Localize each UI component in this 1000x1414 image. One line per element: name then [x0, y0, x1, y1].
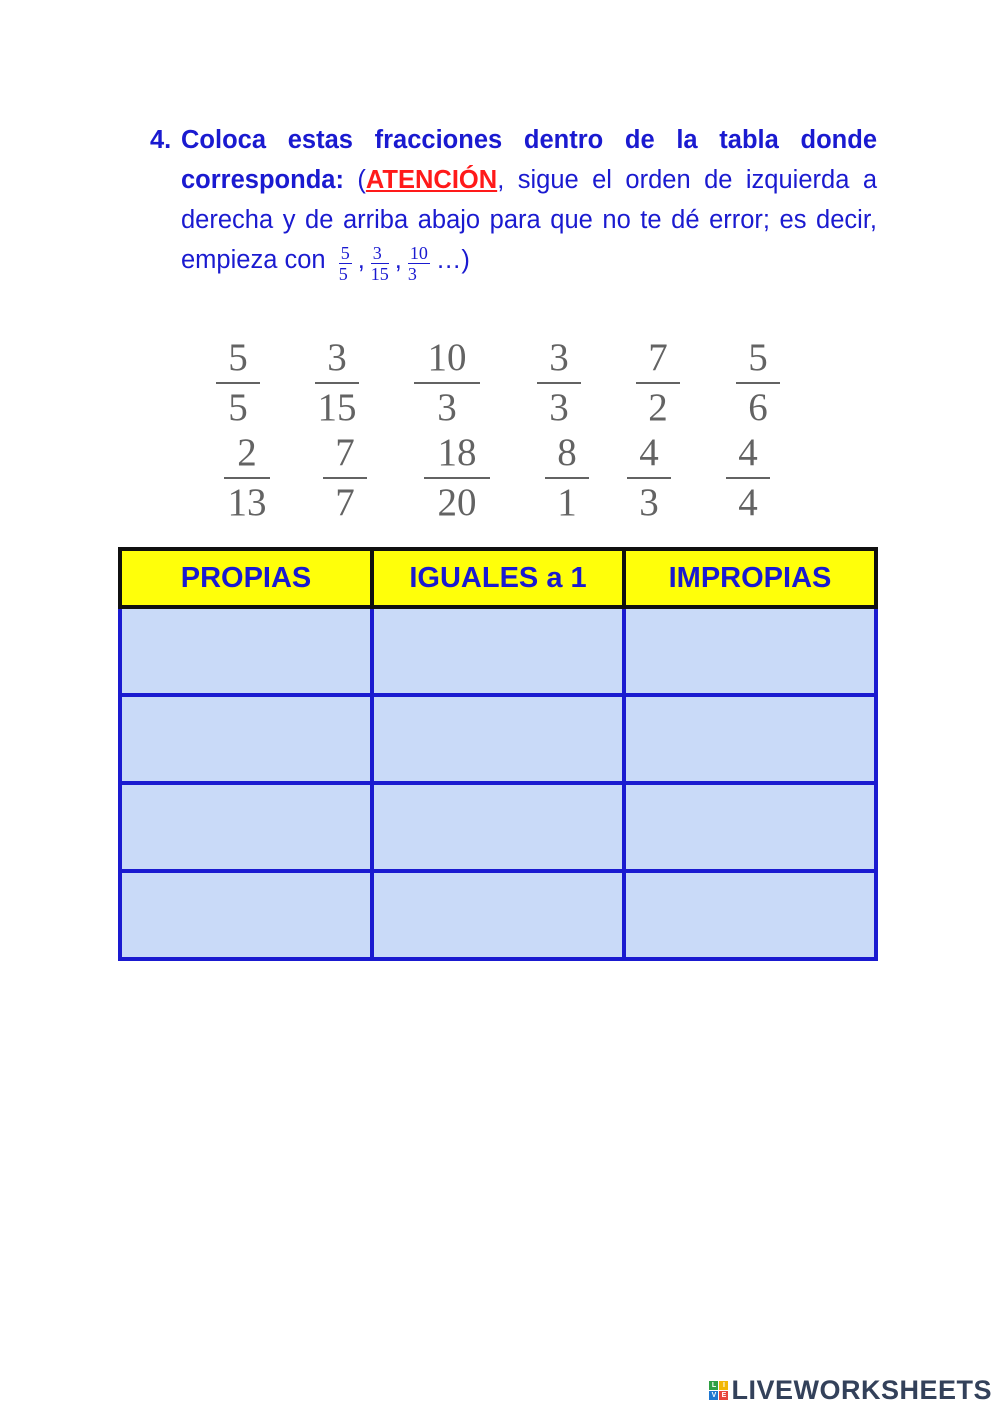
denominator: 4 [738, 481, 758, 524]
drop-zone-propias[interactable] [120, 783, 372, 871]
logo-letter: E [719, 1391, 728, 1400]
numerator: 3 [537, 336, 581, 384]
example-numerator: 3 [371, 243, 389, 264]
example-denominator: 5 [338, 263, 348, 284]
fraction-draggable[interactable] [323, 431, 367, 525]
table-row [120, 607, 876, 695]
instruction-text [181, 120, 877, 282]
denominator: 3 [437, 386, 457, 429]
example-numerator: 5 [340, 242, 350, 263]
fraction-draggable[interactable] [224, 431, 270, 525]
denominator: 6 [748, 386, 768, 429]
instructions [150, 120, 877, 282]
fraction-draggable[interactable] [537, 336, 581, 430]
drop-zone-iguales[interactable] [372, 871, 624, 959]
fraction-draggable[interactable] [627, 431, 671, 525]
fraction-draggable[interactable] [545, 431, 589, 525]
separator: , [357, 246, 365, 274]
paren-open: ( [343, 166, 366, 194]
numerator: 10 [414, 336, 480, 384]
fraction-draggable[interactable] [636, 336, 680, 430]
header-impropias: IMPROPIAS [624, 549, 876, 607]
drop-zone-iguales[interactable] [372, 695, 624, 783]
table-row [120, 783, 876, 871]
example-numerator: 10 [409, 242, 428, 263]
numerator: 4 [627, 431, 671, 479]
numerator: 3 [315, 336, 359, 384]
attention-word: ATENCIÓN [365, 166, 498, 194]
drop-zone-impropias[interactable] [624, 607, 876, 695]
instruction-ending: …) [435, 246, 470, 274]
exercise-number: 4. [150, 126, 172, 154]
header-iguales: IGUALES a 1 [372, 549, 624, 607]
instruction-rest: , sigue el orden de izquierda a derecha y de arriba abajo para que no te dé error; es decir, empieza con [181, 166, 878, 274]
numerator: 18 [424, 431, 490, 479]
brand-name: LIVEWORKSHEETS [731, 1375, 992, 1405]
example-fraction [371, 243, 389, 284]
denominator: 20 [437, 481, 477, 524]
fraction-draggable[interactable] [424, 431, 490, 525]
denominator: 7 [335, 481, 355, 524]
numerator: 5 [736, 336, 780, 384]
drop-zone-impropias[interactable] [624, 871, 876, 959]
instruction-bold: Coloca estas fracciones dentro de la tabla donde corresponda: [181, 126, 877, 194]
drop-zone-propias[interactable] [120, 607, 372, 695]
table-row [120, 871, 876, 959]
logo-mark-icon [709, 1381, 728, 1400]
fraction-draggable[interactable] [216, 336, 260, 430]
denominator: 13 [227, 481, 267, 524]
fraction-draggable[interactable] [315, 336, 359, 430]
separator: , [394, 246, 402, 274]
logo-letter: L [709, 1381, 718, 1390]
numerator: 5 [216, 336, 260, 384]
example-denominator: 15 [370, 263, 389, 284]
drop-zone-iguales[interactable] [372, 607, 624, 695]
numerator: 7 [636, 336, 680, 384]
denominator: 2 [648, 386, 668, 429]
numerator: 8 [545, 431, 589, 479]
denominator: 3 [639, 481, 659, 524]
example-fraction [339, 243, 352, 284]
drop-zone-propias[interactable] [120, 695, 372, 783]
fraction-draggable[interactable] [736, 336, 780, 430]
drop-zone-impropias[interactable] [624, 695, 876, 783]
fraction-draggable[interactable] [414, 336, 480, 430]
classification-table [118, 547, 878, 961]
table-row [120, 695, 876, 783]
numerator: 7 [323, 431, 367, 479]
drop-zone-iguales[interactable] [372, 783, 624, 871]
drop-zone-propias[interactable] [120, 871, 372, 959]
table-header-row [120, 549, 876, 607]
example-fraction [408, 243, 430, 284]
denominator: 15 [317, 386, 357, 429]
drop-zone-impropias[interactable] [624, 783, 876, 871]
example-denominator: 3 [407, 263, 417, 284]
header-propias: PROPIAS [120, 549, 372, 607]
fraction-draggable[interactable] [726, 431, 770, 525]
denominator: 1 [557, 481, 577, 524]
logo-letter: I [719, 1381, 728, 1390]
liveworksheets-logo [709, 1375, 992, 1406]
logo-letter: V [709, 1391, 718, 1400]
denominator: 5 [228, 386, 248, 429]
numerator: 2 [224, 431, 270, 479]
denominator: 3 [549, 386, 569, 429]
numerator: 4 [726, 431, 770, 479]
